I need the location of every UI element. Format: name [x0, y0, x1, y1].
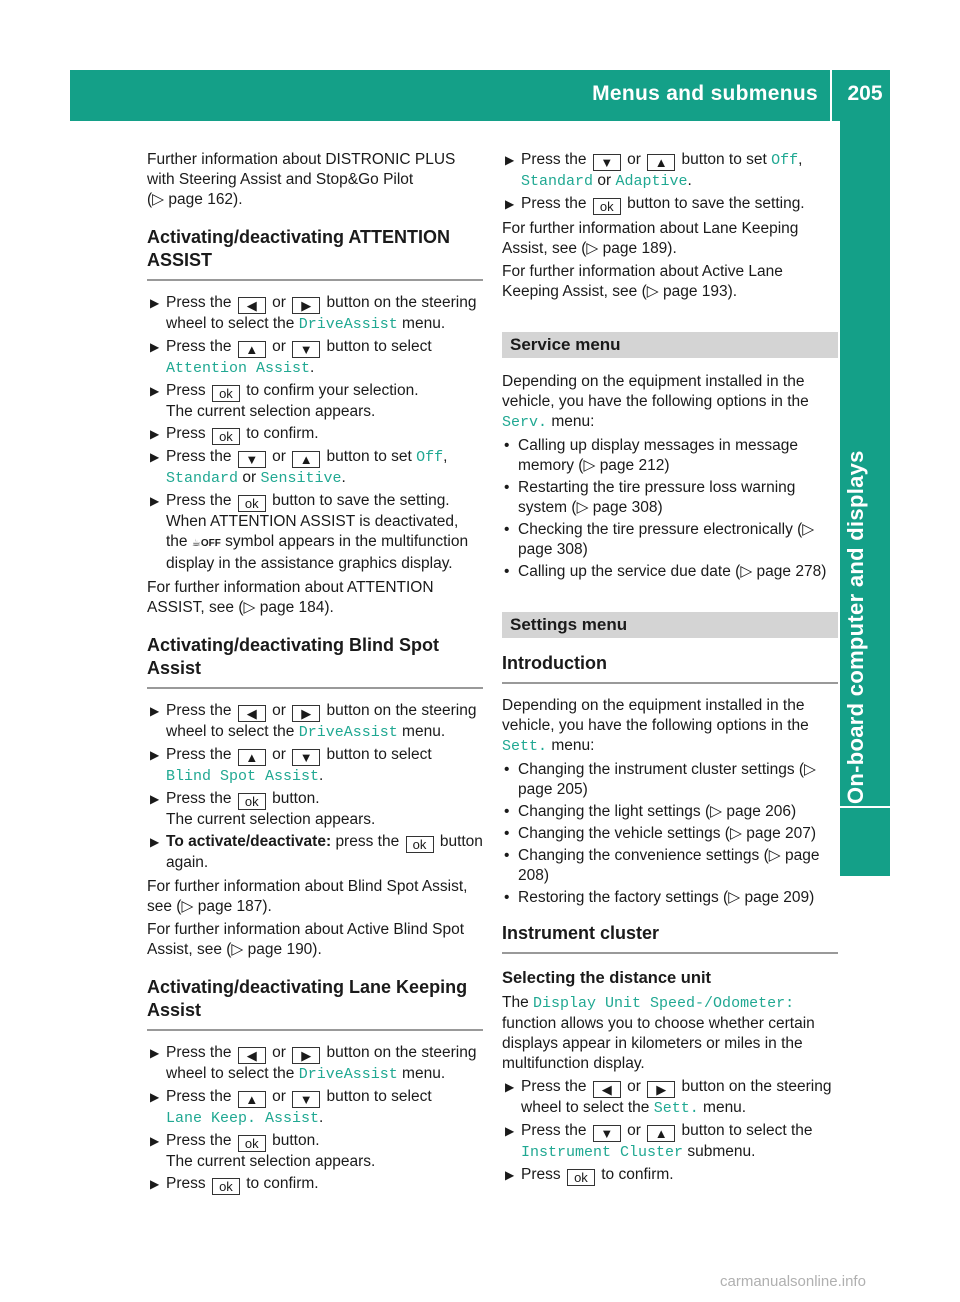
ok-button-icon: ok	[212, 385, 240, 402]
bullet-icon: •	[504, 761, 510, 778]
service-menu-intro	[502, 372, 838, 433]
list-item	[502, 150, 838, 192]
step-text: Press the	[521, 1122, 587, 1139]
intro-text: menu:	[551, 737, 595, 754]
intro-text: Depending on the equipment installed in the vehicle, you have the following options in the	[502, 373, 809, 410]
step-text: Press	[166, 1175, 206, 1192]
right-button-icon: ▶	[292, 705, 320, 722]
more-info-text: For further information about Blind Spot Assist, see (	[147, 878, 468, 915]
menu-item-name: Lane Keep. Assist	[166, 1110, 320, 1127]
ok-button-icon: ok	[238, 793, 266, 810]
step-arrow-icon: ▶	[150, 384, 160, 398]
option-text: Changing the convenience settings (	[518, 847, 769, 864]
down-button-icon: ▼	[292, 749, 320, 766]
list-item	[502, 562, 838, 582]
step-text: button on the steering wheel to select the	[166, 294, 477, 332]
lane-keeping-steps	[147, 1043, 483, 1195]
step-text: submenu.	[687, 1143, 756, 1160]
xref-icon: ▷	[243, 599, 256, 616]
step-text: or	[272, 746, 286, 763]
step-text: or	[272, 294, 286, 311]
step-text: or	[627, 151, 641, 168]
introduction-heading: Introduction	[502, 652, 838, 684]
step-text: button to select	[326, 746, 432, 763]
option-text: Checking the tire pressure electronically (	[518, 521, 803, 538]
step-text: to confirm.	[601, 1166, 674, 1183]
service-menu-options	[502, 436, 838, 582]
step-text: Press the	[166, 338, 232, 355]
ok-button-icon: ok	[567, 1169, 595, 1186]
page-header-bar	[70, 70, 890, 121]
option-text: Changing the light settings (	[518, 803, 711, 820]
attention-off-icon: ☕OFF	[191, 538, 221, 549]
step-arrow-icon: ▶	[505, 153, 515, 167]
step-text: button to select	[326, 338, 432, 355]
watermark: carmanualsonline.info	[720, 1273, 866, 1290]
step-result: The current selection appears.	[166, 811, 376, 828]
list-item	[502, 478, 838, 518]
menu-item-name: Blind Spot Assist	[166, 768, 320, 785]
step-arrow-icon: ▶	[150, 1046, 160, 1060]
xref-icon: ▷	[728, 889, 741, 906]
option-text: Calling up the service due date (	[518, 563, 741, 580]
step-arrow-icon: ▶	[150, 835, 160, 849]
list-item	[502, 846, 838, 886]
left-button-icon: ◀	[593, 1081, 621, 1098]
left-button-icon: ◀	[238, 1047, 266, 1064]
step-text: or	[272, 448, 286, 465]
xref-link[interactable]: page 308)	[518, 541, 588, 558]
step-text: Press	[166, 425, 206, 442]
attention-assist-heading: Activating/deactivating ATTENTION ASSIST	[147, 226, 483, 281]
step-text: button.	[272, 790, 320, 807]
xref-icon: ▷	[710, 803, 723, 820]
step-text: .	[319, 767, 324, 784]
down-button-icon: ▼	[238, 451, 266, 468]
step-text: Press the	[166, 1132, 232, 1149]
step-text: Press the	[521, 151, 587, 168]
step-text: button to select	[326, 1088, 432, 1105]
side-chapter-label: On-board computer and displays	[843, 450, 868, 804]
xref-icon: ▷	[152, 191, 165, 208]
menu-name: Sett.	[502, 738, 548, 755]
list-item	[502, 1121, 838, 1163]
list-item	[147, 1131, 483, 1172]
left-button-icon: ◀	[238, 705, 266, 722]
xref-link[interactable]: page 209)	[744, 889, 815, 906]
list-item	[502, 1077, 838, 1119]
step-text: Press the	[166, 702, 232, 719]
down-button-icon: ▼	[593, 1125, 621, 1142]
xref-icon: ▷	[740, 563, 753, 580]
xref-link[interactable]: page 184).	[259, 599, 334, 616]
step-text: .	[310, 359, 315, 376]
list-item	[147, 491, 483, 574]
step-result: The current selection appears.	[166, 1153, 376, 1170]
more-info-text: For further information about Lane Keeping Assist, see (	[502, 220, 799, 257]
step-text: Press the	[166, 448, 232, 465]
step-text: button to save the setting.	[272, 492, 450, 509]
setting-value: Standard	[521, 173, 594, 190]
step-text: ,	[798, 151, 803, 168]
xref-link[interactable]: page 206)	[726, 803, 797, 820]
option-text: Calling up display messages in message memory (	[518, 437, 799, 474]
up-button-icon: ▲	[238, 1091, 266, 1108]
step-arrow-icon: ▶	[150, 340, 160, 354]
step-text: button to save the setting.	[627, 195, 805, 212]
step-text: button again.	[166, 833, 483, 871]
up-button-icon: ▲	[647, 1125, 675, 1142]
distance-unit-subheading: Selecting the distance unit	[502, 969, 712, 987]
right-column	[502, 150, 838, 1190]
active-blind-spot-more-info	[147, 920, 483, 960]
header-divider	[830, 70, 832, 121]
intro-text: Depending on the equipment installed in the vehicle, you have the following options in the	[502, 697, 809, 734]
step-text: menu.	[402, 1065, 446, 1082]
step-text: or	[272, 702, 286, 719]
step-text: button to select the	[681, 1122, 813, 1139]
list-item	[502, 194, 838, 215]
step-arrow-icon: ▶	[150, 792, 160, 806]
step-text: or	[627, 1122, 641, 1139]
step-result: The current selection appears.	[166, 403, 376, 420]
list-item	[502, 802, 838, 822]
menu-item-name: Instrument Cluster	[521, 1144, 684, 1161]
lane-keeping-more-info	[502, 219, 838, 259]
list-item	[147, 832, 483, 873]
step-text: to confirm.	[246, 425, 319, 442]
step-arrow-icon: ▶	[150, 450, 160, 464]
menu-name: Sett.	[653, 1100, 699, 1117]
down-button-icon: ▼	[292, 341, 320, 358]
menu-name: DriveAssist	[298, 316, 398, 333]
active-lane-keeping-more-info	[502, 262, 838, 302]
step-text: ,	[443, 448, 448, 465]
step-text: to confirm.	[246, 1175, 319, 1192]
distance-unit-intro	[502, 993, 838, 1074]
side-chapter-marker	[840, 808, 890, 876]
step-arrow-icon: ▶	[150, 1177, 160, 1191]
page-number: 205	[847, 82, 883, 105]
ok-button-icon: ok	[238, 495, 266, 512]
step-arrow-icon: ▶	[505, 1168, 515, 1182]
left-column	[147, 150, 483, 1199]
up-button-icon: ▲	[238, 749, 266, 766]
step-arrow-icon: ▶	[505, 1124, 515, 1138]
option-text: Restarting the tire pressure loss warning system (	[518, 479, 796, 516]
step-text: or	[272, 338, 286, 355]
option-text: Changing the instrument cluster settings (	[518, 761, 805, 778]
xref-link[interactable]: page 205)	[518, 781, 588, 798]
setting-value: Off	[771, 152, 799, 169]
list-item	[147, 293, 483, 335]
step-arrow-icon: ▶	[150, 494, 160, 508]
step-text: Press the	[166, 492, 232, 509]
setting-value: Adaptive	[615, 173, 688, 190]
step-text: Press the	[166, 746, 232, 763]
step-text: button to set	[681, 151, 767, 168]
list-item	[147, 1043, 483, 1085]
list-item	[147, 1087, 483, 1129]
bullet-icon: •	[504, 479, 510, 496]
step-text: Press the	[166, 1088, 232, 1105]
xref-link[interactable]: page 162).	[168, 191, 243, 208]
step-text: Press the	[166, 294, 232, 311]
up-button-icon: ▲	[647, 154, 675, 171]
setting-value: Off	[416, 449, 444, 466]
list-item	[147, 381, 483, 422]
step-text: Press the	[166, 1044, 232, 1061]
step-text: or	[272, 1044, 286, 1061]
right-button-icon: ▶	[647, 1081, 675, 1098]
xref-icon: ▷	[646, 283, 659, 300]
xref-icon: ▷	[576, 499, 589, 516]
xref-icon: ▷	[804, 761, 816, 778]
up-button-icon: ▲	[238, 341, 266, 358]
setting-value: Standard	[166, 470, 239, 487]
intro-text: menu:	[551, 413, 595, 430]
down-button-icon: ▼	[593, 154, 621, 171]
step-arrow-icon: ▶	[505, 1080, 515, 1094]
blind-spot-heading: Activating/deactivating Blind Spot Assist	[147, 634, 483, 689]
step-text: Press the	[521, 1078, 587, 1095]
attention-assist-steps	[147, 293, 483, 574]
step-result: symbol appears in the multifunction display in the assistance graphics display.	[166, 533, 469, 572]
bullet-icon: •	[504, 803, 510, 820]
blind-spot-steps	[147, 701, 483, 873]
step-text: press the	[335, 833, 400, 850]
xref-icon: ▷	[181, 898, 194, 915]
step-text: .	[687, 172, 692, 189]
up-button-icon: ▲	[292, 451, 320, 468]
settings-menu-options	[502, 760, 838, 908]
right-button-icon: ▶	[292, 1047, 320, 1064]
list-item	[147, 424, 483, 445]
list-item	[502, 1165, 838, 1186]
down-button-icon: ▼	[292, 1091, 320, 1108]
ok-button-icon: ok	[406, 836, 434, 853]
step-text: or	[627, 1078, 641, 1095]
step-arrow-icon: ▶	[150, 748, 160, 762]
step-text: Press	[521, 1166, 561, 1183]
settings-menu-heading: Settings menu	[502, 612, 838, 638]
step-text: menu.	[703, 1099, 747, 1116]
step-text: button on the steering wheel to select the	[166, 1044, 477, 1082]
menu-name: DriveAssist	[298, 1066, 398, 1083]
xref-link[interactable]: page 187).	[197, 898, 272, 915]
ok-button-icon: ok	[593, 198, 621, 215]
step-arrow-icon: ▶	[150, 1134, 160, 1148]
xref-icon: ▷	[586, 240, 599, 257]
bullet-icon: •	[504, 563, 510, 580]
list-item	[147, 789, 483, 830]
function-name: Display Unit Speed-/Odometer:	[533, 995, 795, 1012]
step-text: button.	[272, 1132, 320, 1149]
xref-link[interactable]: page 278)	[756, 563, 827, 580]
attention-more-info	[147, 578, 483, 618]
xref-link[interactable]: page 208)	[518, 847, 820, 884]
instrument-cluster-heading: Instrument cluster	[502, 922, 838, 954]
xref-icon: ▷	[583, 457, 596, 474]
xref-link[interactable]: page 308)	[592, 499, 663, 516]
step-text: button to set	[326, 448, 412, 465]
list-item	[502, 824, 838, 844]
lane-keeping-steps-continued	[502, 150, 838, 215]
menu-item-name: Attention Assist	[166, 360, 311, 377]
option-text: Changing the vehicle settings (	[518, 825, 730, 842]
step-text: Press	[166, 382, 206, 399]
distance-unit-steps	[502, 1077, 838, 1186]
step-text: to confirm your selection.	[246, 382, 419, 399]
ok-button-icon: ok	[238, 1135, 266, 1152]
ok-button-icon: ok	[212, 1178, 240, 1195]
bullet-icon: •	[504, 825, 510, 842]
step-result: When ATTENTION ASSIST is deactivated, the	[166, 513, 459, 550]
step-arrow-icon: ▶	[150, 296, 160, 310]
list-item	[502, 888, 838, 908]
xref-link[interactable]: page 212)	[599, 457, 670, 474]
step-arrow-icon: ▶	[150, 704, 160, 718]
step-text: Press the	[166, 790, 232, 807]
bullet-icon: •	[504, 521, 510, 538]
xref-icon: ▷	[768, 847, 781, 864]
more-info-text: For further information about Active Blind Spot Assist, see (	[147, 921, 465, 958]
distronic-info-text: Further information about DISTRONIC PLUS with Steering Assist and Stop&Go Pilot	[147, 151, 456, 188]
step-text: or	[272, 1088, 286, 1105]
step-label: To activate/deactivate:	[166, 833, 332, 850]
list-item	[502, 436, 838, 476]
xref-link[interactable]: page 189).	[602, 240, 677, 257]
list-item	[147, 447, 483, 489]
step-text: button on the steering wheel to select the	[166, 702, 477, 740]
left-button-icon: ◀	[238, 297, 266, 314]
xref-link[interactable]: page 190).	[247, 941, 322, 958]
step-text: Press the	[521, 195, 587, 212]
step-arrow-icon: ▶	[150, 427, 160, 441]
intro-text: function allows you to choose whether certain displays appear in kilometers or miles in the multifunction display.	[502, 1015, 815, 1072]
bullet-icon: •	[504, 437, 510, 454]
xref-icon: ▷	[231, 941, 244, 958]
more-info-text: For further information about Active Lane Keeping Assist, see (	[502, 263, 783, 300]
list-item	[502, 760, 838, 800]
option-text: Restoring the factory settings (	[518, 889, 729, 906]
step-text: .	[319, 1109, 324, 1126]
step-text: menu.	[402, 723, 446, 740]
step-text: or	[597, 172, 612, 189]
step-text: .	[341, 469, 346, 486]
setting-value: Sensitive	[260, 470, 342, 487]
menu-name: DriveAssist	[298, 724, 398, 741]
bullet-icon: •	[504, 889, 510, 906]
list-item	[147, 745, 483, 787]
step-text: or	[242, 469, 257, 486]
xref-link[interactable]: page 207)	[746, 825, 817, 842]
blind-spot-more-info	[147, 877, 483, 917]
list-item	[147, 1174, 483, 1195]
right-button-icon: ▶	[292, 297, 320, 314]
step-arrow-icon: ▶	[505, 197, 515, 211]
list-item	[502, 520, 838, 560]
intro-text: The	[502, 994, 529, 1011]
service-menu-heading: Service menu	[502, 332, 838, 358]
page-header-title: Menus and submenus	[592, 82, 818, 105]
more-info-text: For further information about ATTENTION ASSIST, see (	[147, 579, 434, 616]
bullet-icon: •	[504, 847, 510, 864]
menu-name: Serv.	[502, 414, 548, 431]
xref-link[interactable]: page 193).	[662, 283, 738, 300]
lane-keeping-heading: Activating/deactivating Lane Keeping Assist	[147, 976, 483, 1031]
step-text: menu.	[402, 315, 446, 332]
list-item	[147, 701, 483, 743]
ok-button-icon: ok	[212, 428, 240, 445]
xref-icon: ▷	[729, 825, 742, 842]
distronic-info: Further information about DISTRONIC PLUS with Steering Assist and Stop&Go Pilot (▷ page 162).	[147, 151, 456, 208]
step-text: button on the steering wheel to select the	[521, 1078, 832, 1116]
settings-menu-intro	[502, 696, 838, 757]
list-item	[147, 337, 483, 379]
step-arrow-icon: ▶	[150, 1090, 160, 1104]
xref-icon: ▷	[802, 521, 815, 538]
